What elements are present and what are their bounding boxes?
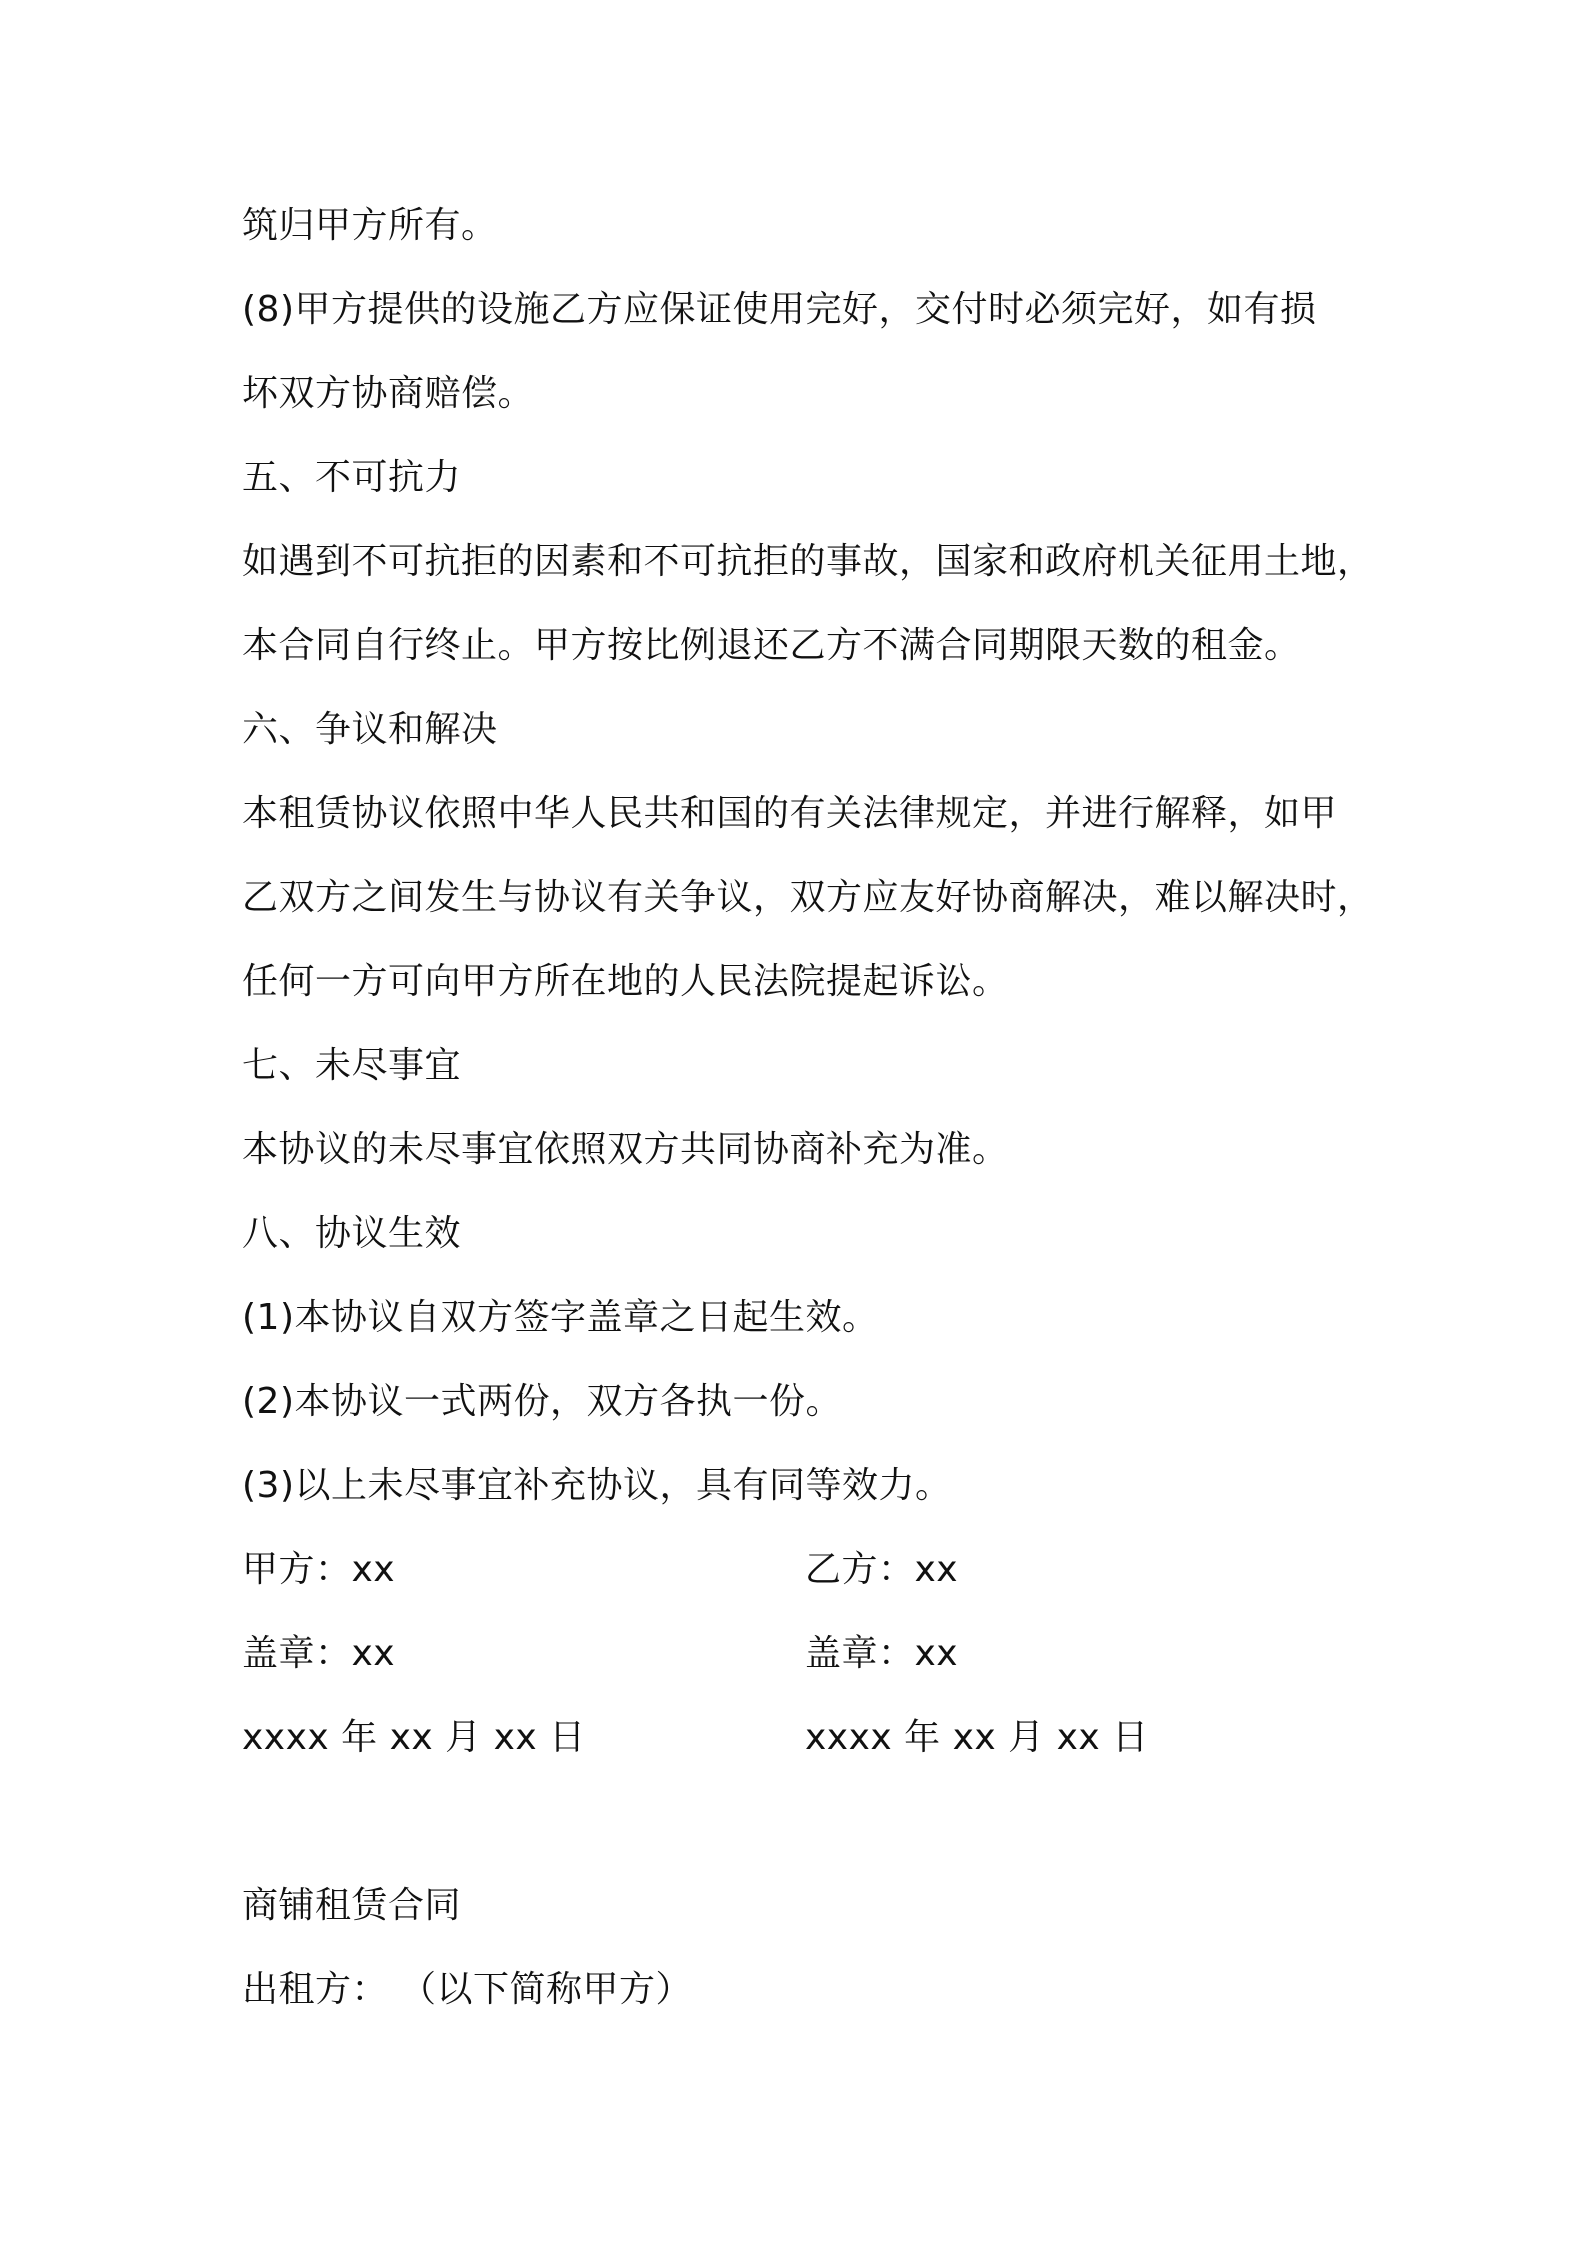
text-line: 本合同自行终止。甲方按比例退还乙方不满合同期限天数的租金。	[242, 625, 1301, 666]
text-line: 如遇到不可抗拒的因素和不可抗拒的事故，国家和政府机关征用土地，	[242, 541, 1374, 582]
section-heading-effectiveness: 八、协议生效	[242, 1213, 462, 1254]
section-heading-force-majeure: 五、不可抗力	[242, 457, 462, 498]
text-line: 本协议的未尽事宜依照双方共同协商补充为准。	[242, 1129, 1009, 1170]
section-heading-other-matters: 七、未尽事宜	[242, 1045, 462, 1086]
text-line: 任何一方可向甲方所在地的人民法院提起诉讼。	[242, 961, 1009, 1002]
date-b: xxxx 年 xx 月 xx 日	[805, 1717, 1149, 1758]
section-heading-disputes: 六、争议和解决	[242, 709, 498, 750]
date-a: xxxx 年 xx 月 xx 日	[242, 1717, 586, 1758]
clause-8: (8)甲方提供的设施乙方应保证使用完好，交付时必须完好，如有损	[242, 289, 1317, 330]
party-a-label: 甲方：xx	[242, 1549, 396, 1590]
seal-a-label: 盖章：xx	[242, 1633, 396, 1674]
document-title: 商铺租赁合同	[242, 1885, 462, 1926]
text-line: 筑归甲方所有。	[242, 205, 498, 246]
party-b-label: 乙方：xx	[805, 1549, 959, 1590]
seal-b-label: 盖章：xx	[805, 1633, 959, 1674]
text-line: 坏双方协商赔偿。	[242, 373, 535, 414]
text-line: 本租赁协议依照中华人民共和国的有关法律规定，并进行解释，如甲	[242, 793, 1338, 834]
clause-3: (3)以上未尽事宜补充协议，具有同等效力。	[242, 1465, 952, 1506]
lessor-line: 出租方： （以下简称甲方）	[242, 1969, 692, 2010]
clause-1: (1)本协议自双方签字盖章之日起生效。	[242, 1297, 879, 1338]
text-line: 乙双方之间发生与协议有关争议，双方应友好协商解决，难以解决时，	[242, 877, 1374, 918]
clause-2: (2)本协议一式两份，双方各执一份。	[242, 1381, 842, 1422]
